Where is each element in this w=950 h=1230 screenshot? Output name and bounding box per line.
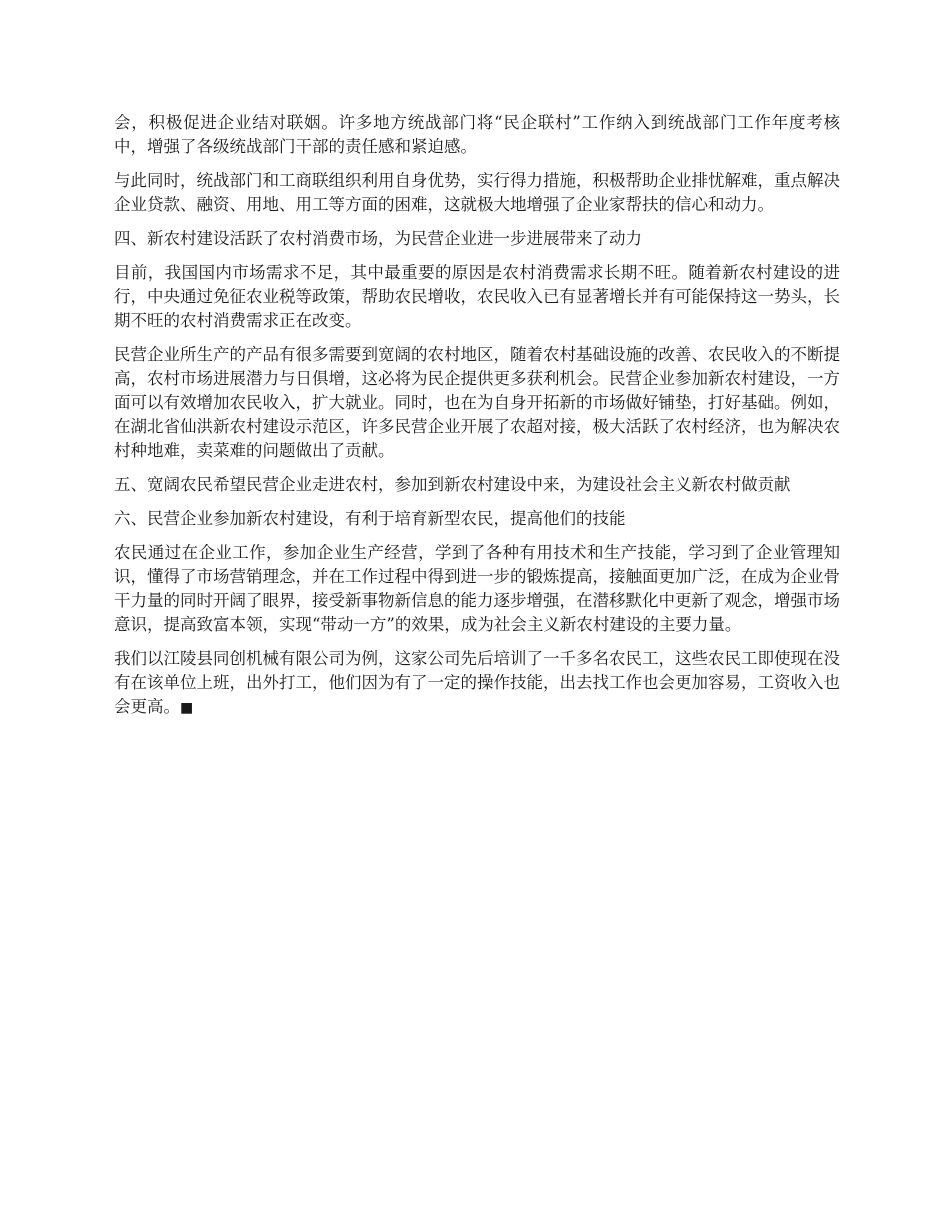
section-heading-6: 六、民营企业参加新农村建设，有利于培育新型农民，提高他们的技能 bbox=[114, 509, 626, 528]
paragraph-rural-market: 民营企业所生产的产品有很多需要到宽阔的农村地区，随着农村基础设施的改善、农民收入的不断提高，农村市场进展潜力与日俱增，这必将为民企提供更多获利机会。民营企业参加新农村建设，一方面可以有效增加农民收入，扩大就业。同时，也在为自身开拓新的市场做好铺垫，打好基础。例如，在湖北省仙洪新农村建设示范区，许多民营企业开展了农超对接，极大活跃了农村经济，也为解决农村种地难，卖菜难的问题做出了贡献。 bbox=[114, 345, 840, 460]
section-heading-4: 四、新农村建设活跃了农村消费市场，为民营企业进一步进展带来了动力 bbox=[114, 229, 642, 248]
paragraph-continuation: 会，积极促进企业结对联姻。许多地方统战部门将“民企联村”工作纳入到统战部门工作年度考核中，增强了各级统战部门干部的责任感和紧迫感。 bbox=[114, 113, 840, 156]
end-of-article-mark: ■ bbox=[180, 700, 194, 716]
paragraph-company-example-text: 我们以江陵县同创机械有限公司为例，这家公司先后培训了一千多名农民工，这些农民工即使现在没有在该单位上班，出外打工，他们因为有了一定的操作技能，出去找工作也会更加容易，工资收入也会更高。 bbox=[114, 649, 840, 716]
paragraph-farmer-skills: 农民通过在企业工作，参加企业生产经营，学到了各种有用技术和生产技能，学习到了企业管理知识，懂得了市场营销理念，并在工作过程中得到进一步的锻炼提高，接触面更加广泛，在成为企业骨干力量的同时开阔了眼界，接受新事物新信息的能力逐步增强，在潜移默化中更新了观念，增强市场意识，提高致富本领，实现“带动一方”的效果，成为社会主义新农村建设的主要力量。 bbox=[114, 543, 840, 634]
paragraph-rural-demand: 目前，我国国内市场需求不足，其中最重要的原因是农村消费需求长期不旺。随着新农村建设的进行，中央通过免征农业税等政策，帮助农民增收，农民收入已有显著增长并有可能保持这一势头，长期不旺的农村消费需求正在改变。 bbox=[114, 263, 840, 330]
paragraph-company-example bbox=[114, 647, 840, 720]
paragraph-support-measures: 与此同时，统战部门和工商联组织利用自身优势，实行得力措施，积极帮助企业排忧解难，重点解决企业贷款、融资、用地、用工等方面的困难，这就极大地增强了企业家帮扶的信心和动力。 bbox=[114, 171, 840, 214]
document-body bbox=[114, 111, 840, 730]
section-heading-5: 五、宽阔农民希望民营企业走进农村，参加到新农村建设中来，为建设社会主义新农村做贡献 bbox=[114, 475, 791, 494]
